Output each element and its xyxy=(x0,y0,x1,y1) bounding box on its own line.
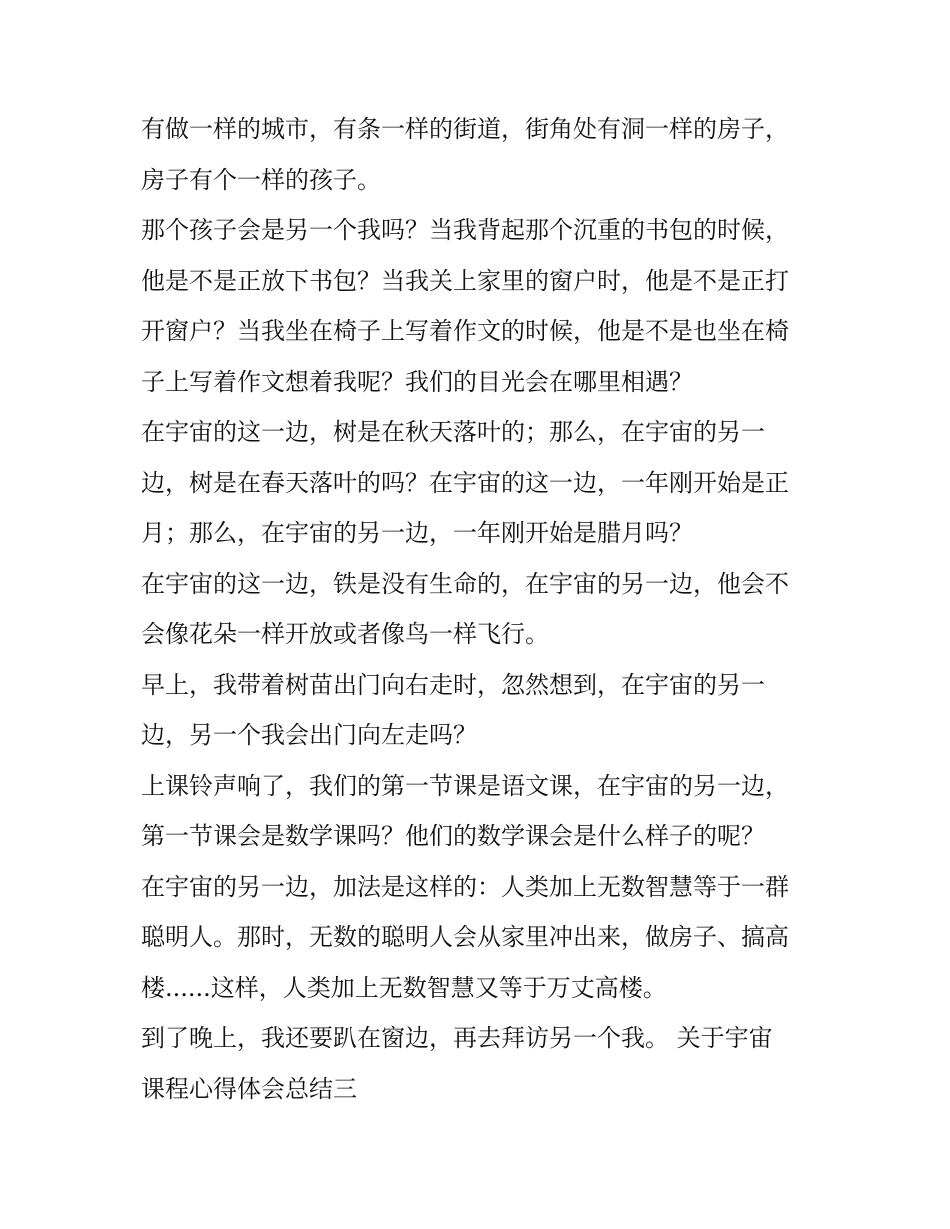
text-line: 有做一样的城市，有条一样的街道，街角处有洞一样的房子， xyxy=(141,115,789,143)
text-line: 在宇宙的这一边，树是在秋天落叶的；那么，在宇宙的另一 xyxy=(141,418,765,446)
text-line: 到了晚上，我还要趴在窗边，再去拜访另一个我。 关于宇宙 xyxy=(141,1024,773,1052)
text-line: 子上写着作文想着我呢？我们的目光会在哪里相遇？ xyxy=(141,367,693,396)
text-line: 聪明人。那时，无数的聪明人会从家里冲出来，做房子、搞高 xyxy=(141,923,789,951)
text-line: 第一节课会是数学课吗？他们的数学课会是什么样子的呢？ xyxy=(141,822,765,850)
text-line: 课程心得体会总结三 xyxy=(141,1074,357,1103)
text-line: 会像花朵一样开放或者像鸟一样飞行。 xyxy=(141,620,549,648)
text-line: 开窗户？当我坐在椅子上写着作文的时候，他是不是也坐在椅 xyxy=(141,317,789,345)
text-line: 月；那么，在宇宙的另一边，一年刚开始是腊月吗？ xyxy=(141,519,693,547)
body-text xyxy=(141,104,831,1114)
text-line: 在宇宙的另一边，加法是这样的：人类加上无数智慧等于一群 xyxy=(141,872,789,901)
text-line: 上课铃声响了，我们的第一节课是语文课，在宇宙的另一边， xyxy=(141,771,789,800)
text-line: 那个孩子会是另一个我吗？当我背起那个沉重的书包的时候， xyxy=(141,216,789,244)
text-line: 房子有个一样的孩子。 xyxy=(141,165,381,194)
text-line: 边，树是在春天落叶的吗？在宇宙的这一边，一年刚开始是正 xyxy=(141,468,789,497)
text-line: 他是不是正放下书包？当我关上家里的窗户时，他是不是正打 xyxy=(141,266,789,295)
text-line: 边，另一个我会出门向左走吗？ xyxy=(141,721,477,749)
text-line: 在宇宙的这一边，铁是没有生命的，在宇宙的另一边，他会不 xyxy=(141,569,789,598)
text-line: 楼......这样，人类加上无数智慧又等于万丈高楼。 xyxy=(141,973,667,1002)
text-line: 早上，我带着树苗出门向右走时，忽然想到，在宇宙的另一 xyxy=(141,670,765,699)
